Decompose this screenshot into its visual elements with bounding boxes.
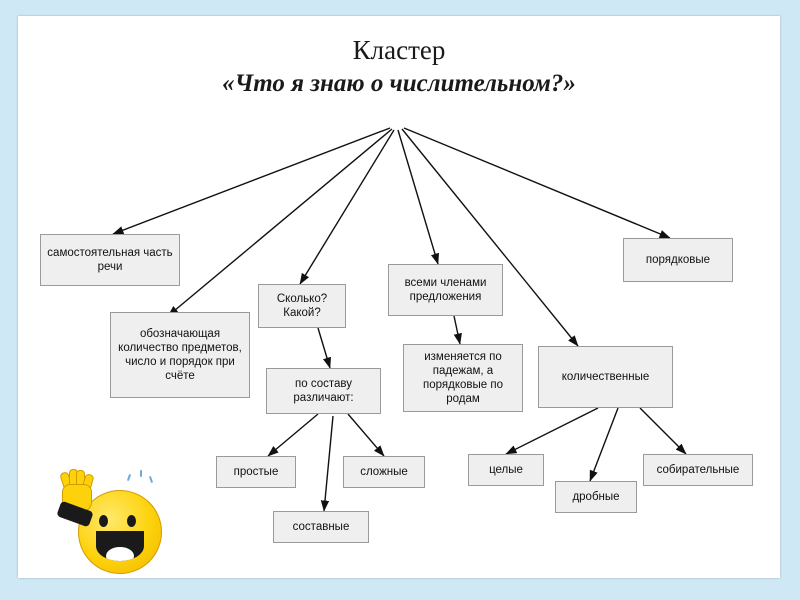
page-title xyxy=(18,34,780,100)
node-label: всеми членами предложения xyxy=(404,277,487,303)
node-composite[interactable] xyxy=(273,511,369,543)
node-whole[interactable] xyxy=(468,454,544,486)
title-line-2: «Что я знаю о числительном?» xyxy=(222,70,576,97)
node-ordinal[interactable] xyxy=(623,238,733,282)
node-label: целые xyxy=(489,464,523,476)
smiley-mouth xyxy=(96,531,144,561)
node-label: дробные xyxy=(572,491,620,503)
smiley-hand xyxy=(56,468,96,514)
node-meaning-quantity[interactable] xyxy=(110,312,250,398)
node-label: по составу различают: xyxy=(293,378,354,404)
node-independent-part-of-speech[interactable] xyxy=(40,234,180,286)
node-compound[interactable] xyxy=(343,456,425,488)
node-label: количественные xyxy=(561,371,650,383)
node-by-composition[interactable] xyxy=(266,368,381,414)
node-simple[interactable] xyxy=(216,456,296,488)
node-label: сложные xyxy=(360,466,408,478)
smiley-teeth xyxy=(106,547,134,561)
node-label: собирательные xyxy=(656,464,740,476)
slide xyxy=(18,16,780,578)
node-label: обозначающая количество предметов, число и порядок при счёте xyxy=(118,328,242,382)
node-label: составные xyxy=(292,521,350,533)
node-collective[interactable] xyxy=(643,454,753,486)
node-declension[interactable] xyxy=(403,344,523,412)
smiley-eye-right xyxy=(127,515,136,527)
title-line-1: Кластер xyxy=(352,35,446,65)
node-label: порядковые xyxy=(645,254,711,266)
node-label: изменяется по падежам, а порядковые по родам xyxy=(423,351,503,405)
node-label: самостоятельная часть речи xyxy=(47,247,173,273)
node-fractional[interactable] xyxy=(555,481,637,513)
node-label: Сколько? Какой? xyxy=(276,293,328,319)
node-label: простые xyxy=(233,466,279,478)
node-questions[interactable] xyxy=(258,284,346,328)
node-all-sentence-parts[interactable] xyxy=(388,264,503,316)
diagram-canvas xyxy=(18,16,780,578)
node-cardinal[interactable] xyxy=(538,346,673,408)
smiley-eye-left xyxy=(99,515,108,527)
waving-smiley-icon xyxy=(56,468,176,574)
